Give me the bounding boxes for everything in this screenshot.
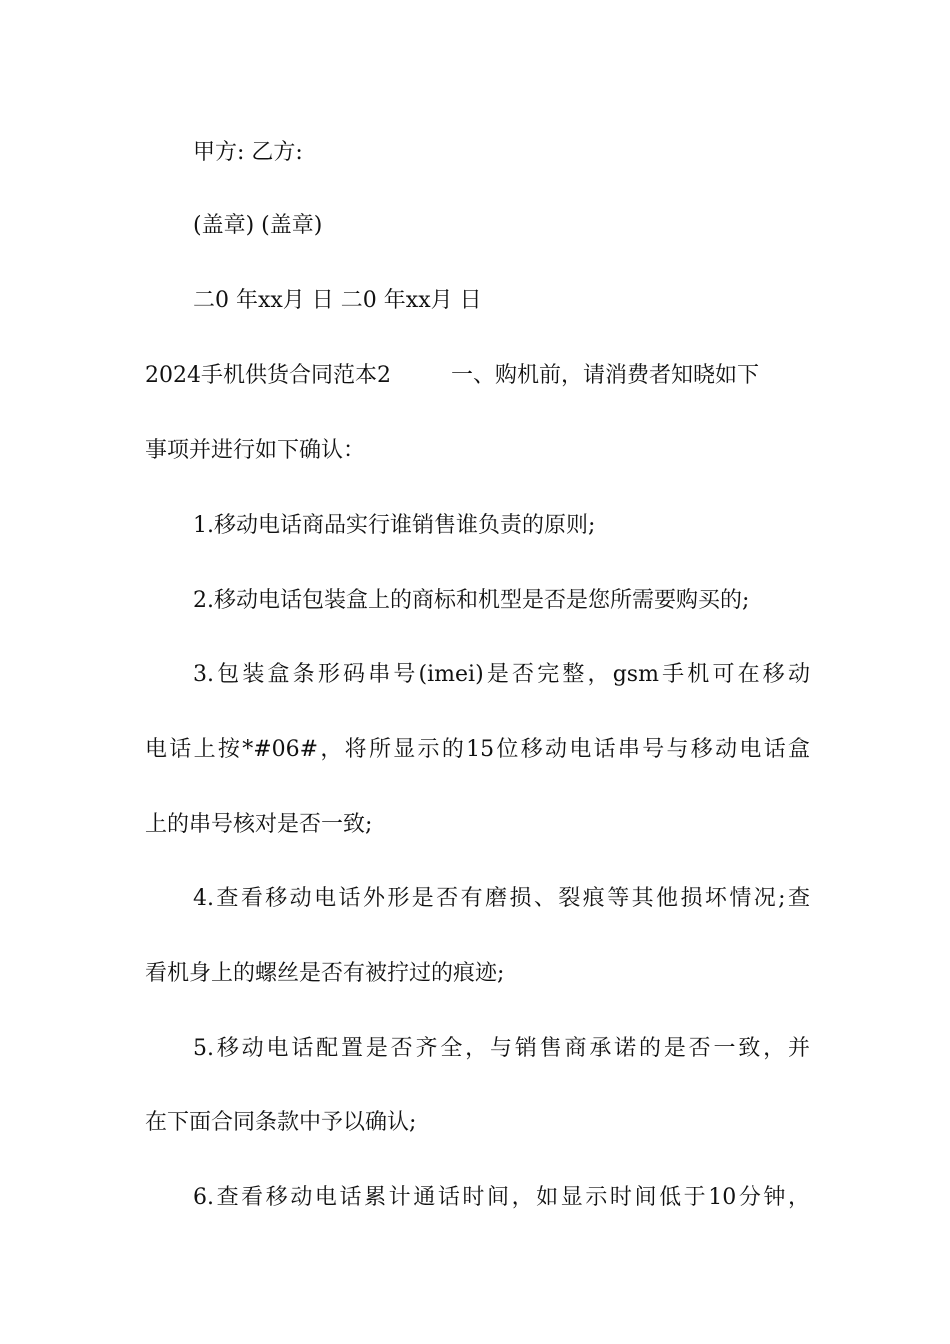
list-item-5-line2: 在下面合同条款中予以确认; — [145, 1110, 417, 1135]
signature-dates: 二0 年xx月 日 二0 年xx月 日 — [193, 288, 482, 313]
list-item-4-line1: 4.查看移动电话外形是否有磨损、裂痕等其他损坏情况;查 — [193, 886, 810, 911]
signature-parties: 甲方: 乙方: — [193, 140, 303, 165]
list-item-1: 1.移动电话商品实行谁销售谁负责的原则; — [193, 513, 596, 538]
list-item-6-line1: 6.查看移动电话累计通话时间，如显示时间低于10分钟， — [193, 1185, 810, 1210]
section-intro-part1: 一、购机前，请消费者知晓如下 — [451, 363, 760, 388]
list-item-2: 2.移动电话包装盒上的商标和机型是否是您所需要购买的; — [193, 588, 750, 613]
list-item-3-line2: 电话上按*#06#，将所显示的15位移动电话串号与移动电话盒 — [145, 737, 810, 762]
list-item-3-line1: 3.包装盒条形码串号(imei)是否完整，gsm手机可在移动 — [193, 662, 810, 687]
section-heading-line — [145, 356, 810, 396]
list-item-4-line2: 看机身上的螺丝是否有被拧过的痕迹; — [145, 961, 505, 986]
list-item-5-line1: 5.移动电话配置是否齐全，与销售商承诺的是否一致，并 — [193, 1036, 810, 1061]
section-title: 2024手机供货合同范本2 — [145, 363, 391, 388]
signature-seals: (盖章) (盖章) — [193, 213, 323, 238]
list-item-3-line3: 上的串号核对是否一致; — [145, 812, 373, 837]
section-intro-part2: 事项并进行如下确认： — [145, 438, 366, 463]
